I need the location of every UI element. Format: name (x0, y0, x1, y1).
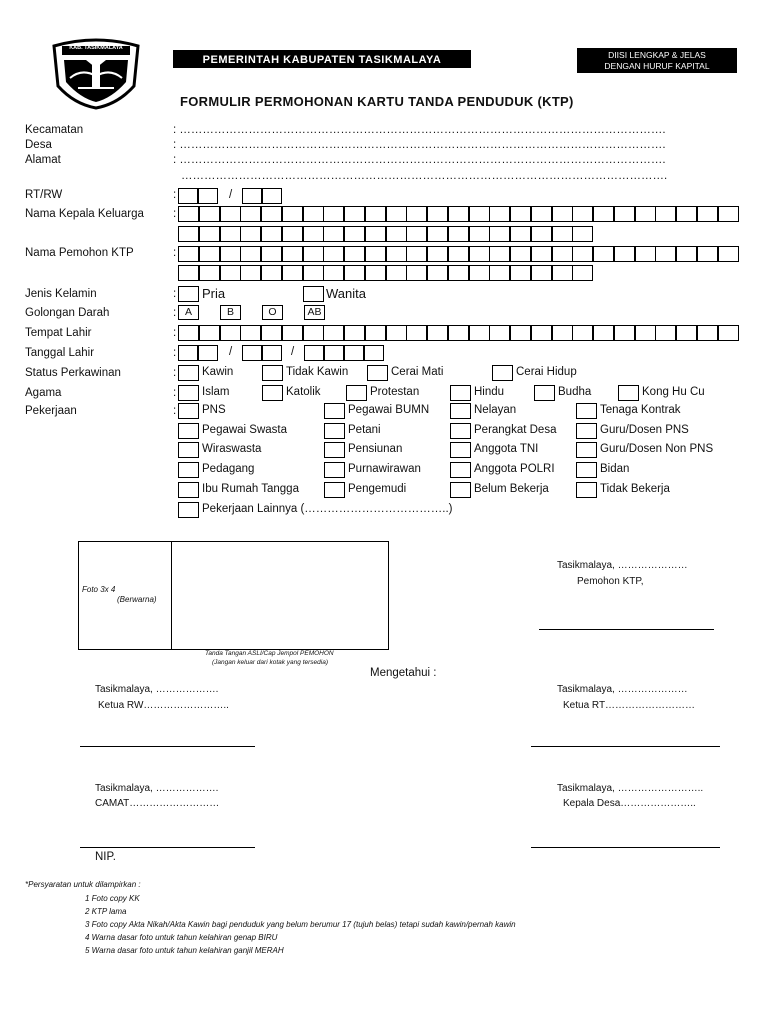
tempat-lahir-cell[interactable] (510, 325, 531, 341)
tempat-lahir-cell[interactable] (572, 325, 593, 341)
nama-pemohon-label: Nama Pemohon KTP (25, 247, 134, 259)
nama-pemohon-cell[interactable] (178, 246, 199, 262)
rw-box-2[interactable] (262, 188, 282, 204)
photo-label: Foto 3x 4 (82, 585, 116, 594)
nama-kk-cell[interactable] (365, 226, 386, 242)
ketua-rw-label[interactable]: Ketua RW…………………….. (98, 700, 229, 711)
blood-o-box[interactable]: O (262, 305, 283, 320)
nama-pemohon-cell[interactable] (323, 246, 344, 262)
nama-kk-cell[interactable] (220, 206, 241, 222)
nama-pemohon-cell[interactable] (406, 265, 427, 281)
nama-pemohon-cell[interactable] (552, 265, 573, 281)
nama-pemohon-cell[interactable] (386, 246, 407, 262)
nama-pemohon-cell[interactable] (199, 265, 220, 281)
nama-kk-cell[interactable] (448, 206, 469, 222)
job-belum-bekerja-label: Belum Bekerja (474, 483, 549, 495)
islam-checkbox[interactable] (178, 385, 199, 401)
pria-label: Pria (202, 286, 226, 301)
nama-kk-cell[interactable] (510, 226, 531, 242)
blood-ab-box[interactable]: AB (304, 305, 325, 320)
tempat-lahir-cell[interactable] (697, 325, 718, 341)
job-nelayan-label: Nelayan (474, 404, 517, 416)
rtrw-colon: : (173, 189, 177, 201)
nama-kk-cell[interactable] (240, 226, 261, 242)
mengetahui-label: Mengetahui : (370, 667, 437, 679)
job-pegawai-swasta-label: Pegawai Swasta (202, 424, 288, 436)
camat-label[interactable]: CAMAT……………………… (95, 798, 220, 809)
nama-kk-cell[interactable] (261, 226, 282, 242)
nama-pemohon-cell[interactable] (676, 246, 697, 262)
nama-pemohon-cell[interactable] (199, 246, 220, 262)
nama-pemohon-cell[interactable] (552, 246, 573, 262)
nama-pemohon-cell[interactable] (718, 246, 739, 262)
rw-signature-line[interactable] (80, 746, 255, 747)
desa-place-date[interactable]: Tasikmalaya, …………………….. (557, 783, 704, 794)
job-tidak-bekerja-checkbox[interactable] (576, 482, 597, 498)
job-guru-non-pns-label: Guru/Dosen Non PNS (600, 443, 714, 455)
job-wiraswasta-checkbox[interactable] (178, 442, 199, 458)
tempat-lahir-cell[interactable] (344, 325, 365, 341)
nama-kk-cell[interactable] (614, 206, 635, 222)
requirement-item: 3 Foto copy Akta Nikah/Akta Kawin bagi penduduk yang belum berumur 17 (tujuh belas) tetapi sudah kawin/pernah kawin (85, 920, 516, 929)
tempat-lahir-cell[interactable] (593, 325, 614, 341)
budha-label: Budha (558, 386, 592, 398)
nama-pemohon-cell[interactable] (323, 265, 344, 281)
tempat-lahir-cell[interactable] (427, 325, 448, 341)
job-petani-checkbox[interactable] (324, 423, 345, 439)
job-purnawirawan-checkbox[interactable] (324, 462, 345, 478)
job-pensiunan-label: Pensiunan (348, 443, 403, 455)
requirement-item: 1 Foto copy KK (85, 894, 140, 903)
nama-kk-cell[interactable] (406, 206, 427, 222)
nama-pemohon-cell[interactable] (220, 246, 241, 262)
wanita-label: Wanita (326, 286, 366, 301)
nama-kk-cell[interactable] (489, 226, 510, 242)
alamat-dots-continued[interactable]: ………………………………………………………………………………………………………………. (181, 170, 668, 182)
tempat-lahir-colon: : (173, 327, 177, 339)
nama-pemohon-cell[interactable] (240, 246, 261, 262)
tempat-lahir-cell[interactable] (303, 325, 324, 341)
rtrw-label: RT/RW (25, 189, 63, 201)
nama-kk-cell[interactable] (697, 206, 718, 222)
requirement-item: 5 Warna dasar foto untuk tahun kelahiran ganjil MERAH (85, 946, 284, 955)
nama-pemohon-cell[interactable] (510, 246, 531, 262)
nama-kk-cell[interactable] (531, 226, 552, 242)
jenis-kelamin-colon: : (173, 288, 177, 300)
nama-kk-cell[interactable] (303, 206, 324, 222)
job-tenaga-kontrak-checkbox[interactable] (576, 403, 597, 419)
job-bidan-label: Bidan (600, 463, 630, 475)
signature-box[interactable] (171, 541, 389, 650)
nama-pemohon-cell[interactable] (178, 265, 199, 281)
job-ibu-rumah-tangga-label: Ibu Rumah Tangga (202, 483, 299, 495)
golongan-darah-label: Golongan Darah (25, 307, 110, 319)
job-anggota-polri-label: Anggota POLRI (474, 463, 555, 475)
nama-kk-cell[interactable] (469, 226, 490, 242)
job-tidak-bekerja-label: Tidak Bekerja (600, 483, 670, 495)
rtrw-slash: / (229, 189, 233, 201)
kawin-label: Kawin (202, 366, 234, 378)
job-belum-bekerja-checkbox[interactable] (450, 482, 471, 498)
tempat-lahir-cell[interactable] (676, 325, 697, 341)
signature-caption: Tanda Tangan ASLI/Cap Jempol PEMOHON (205, 650, 334, 657)
nip-label: NIP. (95, 851, 116, 863)
requirement-item: 4 Warna dasar foto untuk tahun kelahiran genap BIRU (85, 933, 278, 942)
nama-pemohon-cell[interactable] (344, 246, 365, 262)
budha-checkbox[interactable] (534, 385, 555, 401)
konghucu-label: Kong Hu Cu (642, 386, 705, 398)
rt-box-2[interactable] (198, 188, 218, 204)
tgl-year-box-3[interactable] (344, 345, 364, 361)
nama-kk-cell[interactable] (386, 226, 407, 242)
tempat-lahir-cell[interactable] (240, 325, 261, 341)
tempat-lahir-cell[interactable] (635, 325, 656, 341)
nama-pemohon-cell[interactable] (593, 246, 614, 262)
tgl-day-box-1[interactable] (178, 345, 198, 361)
tgl-month-box-1[interactable] (242, 345, 262, 361)
job-pegawai-bumn-checkbox[interactable] (324, 403, 345, 419)
job-tenaga-kontrak-label: Tenaga Kontrak (600, 404, 681, 416)
job-ibu-rumah-tangga-checkbox[interactable] (178, 482, 199, 498)
job-wiraswasta-label: Wiraswasta (202, 443, 262, 455)
nama-pemohon-cell[interactable] (427, 246, 448, 262)
nama-pemohon-cell[interactable] (303, 265, 324, 281)
tempat-lahir-cell[interactable] (469, 325, 490, 341)
tempat-lahir-cell[interactable] (614, 325, 635, 341)
tanggal-lahir-colon: : (173, 347, 177, 359)
status-perkawinan-colon: : (173, 367, 177, 379)
government-banner (173, 50, 471, 68)
cerai-mati-checkbox[interactable] (367, 365, 388, 381)
kawin-checkbox[interactable] (178, 365, 199, 381)
tempat-lahir-cell[interactable] (448, 325, 469, 341)
nama-pemohon-cell[interactable] (303, 246, 324, 262)
nama-pemohon-cell[interactable] (261, 246, 282, 262)
tempat-lahir-cell[interactable] (365, 325, 386, 341)
instruction-line-2: DENGAN HURUF KAPITAL (604, 61, 710, 71)
status-perkawinan-label: Status Perkawinan (25, 367, 121, 379)
form-title: FORMULIR PERMOHONAN KARTU TANDA PENDUDUK (KTP) (180, 94, 574, 109)
tempat-lahir-cell[interactable] (178, 325, 199, 341)
tempat-lahir-cell[interactable] (386, 325, 407, 341)
job-pengemudi-checkbox[interactable] (324, 482, 345, 498)
job-pengemudi-label: Pengemudi (348, 483, 407, 495)
nama-kk-cell[interactable] (676, 206, 697, 222)
katolik-checkbox[interactable] (262, 385, 283, 401)
konghucu-checkbox[interactable] (618, 385, 639, 401)
nama-kk-cell[interactable] (510, 206, 531, 222)
job-purnawirawan-label: Purnawirawan (348, 463, 421, 475)
rt-place-date[interactable]: Tasikmalaya, ………………… (557, 684, 688, 695)
nama-kk-cell[interactable] (344, 206, 365, 222)
nama-pemohon-cell[interactable] (531, 265, 552, 281)
kepala-desa-label[interactable]: Kepala Desa………………….. (563, 798, 696, 809)
pemohon-label: Pemohon KTP, (577, 576, 644, 587)
pemohon-signature-line[interactable] (539, 629, 714, 630)
job-pns-label: PNS (202, 404, 226, 416)
tanggal-lahir-label: Tanggal Lahir (25, 347, 95, 359)
nama-pemohon-cell[interactable] (427, 265, 448, 281)
nama-kk-cell[interactable] (220, 226, 241, 242)
nama-pemohon-cell[interactable] (614, 246, 635, 262)
tempat-lahir-cell[interactable] (655, 325, 676, 341)
desa-signature-line[interactable] (531, 847, 720, 848)
nama-pemohon-cell[interactable] (448, 246, 469, 262)
nama-kk-cell[interactable] (365, 206, 386, 222)
jenis-kelamin-label: Jenis Kelamin (25, 288, 97, 300)
blood-b-box[interactable]: B (220, 305, 241, 320)
nama-pemohon-cell[interactable] (489, 265, 510, 281)
nama-kk-cell[interactable] (199, 206, 220, 222)
nama-pemohon-cell[interactable] (365, 265, 386, 281)
nama-pemohon-colon: : (173, 247, 177, 259)
protestan-label: Protestan (370, 386, 420, 398)
signature-caption-note: (Jangan keluar dari kotak yang tersedia) (212, 659, 328, 666)
pemohon-place-date[interactable]: Tasikmalaya, ………………… (557, 560, 688, 571)
job-anggota-tni-label: Anggota TNI (474, 443, 539, 455)
nama-kk-cell[interactable] (718, 206, 739, 222)
tempat-lahir-cell[interactable] (531, 325, 552, 341)
job-pedagang-checkbox[interactable] (178, 462, 199, 478)
islam-label: Islam (202, 386, 230, 398)
nama-pemohon-cell[interactable] (261, 265, 282, 281)
job-petani-label: Petani (348, 424, 381, 436)
government-name: PEMERINTAH KABUPATEN TASIKMALAYA (202, 54, 442, 66)
regency-logo (48, 38, 144, 110)
job-guru-pns-label: Guru/Dosen PNS (600, 424, 689, 436)
golongan-darah-colon: : (173, 307, 177, 319)
nama-pemohon-cell[interactable] (406, 246, 427, 262)
nama-kk-cell[interactable] (303, 226, 324, 242)
camat-signature-line[interactable] (80, 847, 255, 848)
blood-a-box[interactable]: A (178, 305, 199, 320)
tgl-year-box-2[interactable] (324, 345, 344, 361)
tempat-lahir-cell[interactable] (261, 325, 282, 341)
nama-kk-cell[interactable] (323, 226, 344, 242)
nama-kk-cell[interactable] (199, 226, 220, 242)
tempat-lahir-cell[interactable] (282, 325, 303, 341)
job-pegawai-bumn-label: Pegawai BUMN (348, 404, 430, 416)
requirements-title: *Persyaratan untuk dilampirkan : (25, 880, 141, 889)
photo-label-color: (Berwarna) (117, 595, 157, 604)
nama-pemohon-cell[interactable] (697, 246, 718, 262)
tgl-year-box-1[interactable] (304, 345, 324, 361)
nama-pemohon-cell[interactable] (240, 265, 261, 281)
nama-pemohon-cell[interactable] (510, 265, 531, 281)
nama-pemohon-cell[interactable] (282, 265, 303, 281)
logo-text: KAB. TASIKMALAYA (69, 45, 123, 51)
rw-place-date[interactable]: Tasikmalaya, ………………. (95, 684, 219, 695)
nama-kk-cell[interactable] (323, 206, 344, 222)
nama-pemohon-cell[interactable] (386, 265, 407, 281)
tgl-year-box-4[interactable] (364, 345, 384, 361)
job-nelayan-checkbox[interactable] (450, 403, 471, 419)
tgl-slash-2: / (291, 346, 295, 358)
pekerjaan-label: Pekerjaan (25, 405, 77, 417)
job-guru-pns-checkbox[interactable] (576, 423, 597, 439)
job-anggota-tni-checkbox[interactable] (450, 442, 471, 458)
job-guru-non-pns-checkbox[interactable] (576, 442, 597, 458)
nama-pemohon-cell[interactable] (489, 246, 510, 262)
tempat-lahir-cell[interactable] (552, 325, 573, 341)
nama-kk-colon: : (173, 208, 177, 220)
job-bidan-checkbox[interactable] (576, 462, 597, 478)
nama-pemohon-cell[interactable] (365, 246, 386, 262)
nama-pemohon-cell[interactable] (572, 246, 593, 262)
nama-kk-cell[interactable] (469, 206, 490, 222)
nama-kk-cell[interactable] (531, 206, 552, 222)
job-pegawai-swasta-checkbox[interactable] (178, 423, 199, 439)
job-perangkat-desa-label: Perangkat Desa (474, 424, 557, 436)
kecamatan-label: Kecamatan (25, 124, 84, 136)
nama-kk-cell[interactable] (282, 206, 303, 222)
wanita-checkbox[interactable] (303, 286, 324, 302)
nama-kk-cell[interactable] (572, 206, 593, 222)
requirement-item: 2 KTP lama (85, 907, 127, 916)
nama-kk-cell[interactable] (427, 206, 448, 222)
ketua-rt-label[interactable]: Ketua RT……………………… (563, 700, 696, 711)
job-lainnya-label[interactable]: Pekerjaan Lainnya (………………………………..) (202, 503, 453, 515)
job-anggota-polri-checkbox[interactable] (450, 462, 471, 478)
job-pedagang-label: Pedagang (202, 463, 255, 475)
nama-kk-cell[interactable] (572, 226, 593, 242)
alamat-label: Alamat (25, 154, 61, 166)
job-perangkat-desa-checkbox[interactable] (450, 423, 471, 439)
nama-pemohon-cell[interactable] (469, 246, 490, 262)
nama-pemohon-cell[interactable] (448, 265, 469, 281)
tempat-lahir-label: Tempat Lahir (25, 327, 92, 339)
job-pns-checkbox[interactable] (178, 403, 199, 419)
instruction-line-1: DIISI LENGKAP & JELAS (608, 50, 706, 60)
photo-box[interactable] (78, 541, 171, 650)
nama-pemohon-cell[interactable] (572, 265, 593, 281)
kecamatan-dots[interactable]: : ………………………………………………………………………………………………………………. (173, 124, 666, 136)
nama-pemohon-cell[interactable] (282, 246, 303, 262)
nama-kk-cell[interactable] (448, 226, 469, 242)
desa-dots[interactable]: : ………………………………………………………………………………………………………………. (173, 139, 666, 151)
agama-label: Agama (25, 387, 62, 399)
nama-pemohon-cell[interactable] (220, 265, 241, 281)
nama-pemohon-cell[interactable] (531, 246, 552, 262)
tgl-slash-1: / (229, 346, 233, 358)
katolik-label: Katolik (286, 386, 321, 398)
cerai-hidup-label: Cerai Hidup (516, 366, 577, 378)
nama-kk-cell[interactable] (178, 226, 199, 242)
nama-kk-label: Nama Kepala Keluarga (25, 208, 144, 220)
nama-pemohon-cell[interactable] (344, 265, 365, 281)
tgl-month-box-2[interactable] (262, 345, 282, 361)
nama-kk-cell[interactable] (406, 226, 427, 242)
alamat-dots[interactable]: : ………………………………………………………………………………………………………………. (173, 154, 666, 166)
hindu-label: Hindu (474, 386, 505, 398)
tempat-lahir-cell[interactable] (199, 325, 220, 341)
nama-kk-cell[interactable] (344, 226, 365, 242)
nama-pemohon-cell[interactable] (635, 246, 656, 262)
job-lainnya-checkbox[interactable] (178, 502, 199, 518)
tempat-lahir-cell[interactable] (323, 325, 344, 341)
nama-kk-cell[interactable] (489, 206, 510, 222)
nama-kk-cell[interactable] (178, 206, 199, 222)
camat-place-date[interactable]: Tasikmalaya, ………………. (95, 783, 219, 794)
tgl-day-box-2[interactable] (198, 345, 218, 361)
tempat-lahir-cell[interactable] (406, 325, 427, 341)
tidak-kawin-label: Tidak Kawin (286, 366, 349, 378)
tidak-kawin-checkbox[interactable] (262, 365, 283, 381)
cerai-hidup-checkbox[interactable] (492, 365, 513, 381)
nama-kk-cell[interactable] (386, 206, 407, 222)
nama-kk-cell[interactable] (552, 226, 573, 242)
tempat-lahir-cell[interactable] (718, 325, 739, 341)
nama-pemohon-cell[interactable] (469, 265, 490, 281)
rt-box-1[interactable] (178, 188, 198, 204)
nama-kk-cell[interactable] (593, 206, 614, 222)
rw-box-1[interactable] (242, 188, 262, 204)
tempat-lahir-cell[interactable] (220, 325, 241, 341)
pekerjaan-colon: : (173, 405, 177, 417)
nama-kk-cell[interactable] (655, 206, 676, 222)
nama-kk-cell[interactable] (427, 226, 448, 242)
nama-kk-cell[interactable] (240, 206, 261, 222)
nama-kk-cell[interactable] (261, 206, 282, 222)
nama-pemohon-cell[interactable] (655, 246, 676, 262)
rt-signature-line[interactable] (531, 746, 720, 747)
instruction-banner (577, 48, 737, 73)
nama-kk-cell[interactable] (635, 206, 656, 222)
hindu-checkbox[interactable] (450, 385, 471, 401)
nama-kk-cell[interactable] (552, 206, 573, 222)
protestan-checkbox[interactable] (346, 385, 367, 401)
nama-kk-cell[interactable] (282, 226, 303, 242)
desa-label: Desa (25, 139, 52, 151)
agama-colon: : (173, 387, 177, 399)
job-pensiunan-checkbox[interactable] (324, 442, 345, 458)
tempat-lahir-cell[interactable] (489, 325, 510, 341)
pria-checkbox[interactable] (178, 286, 199, 302)
cerai-mati-label: Cerai Mati (391, 366, 444, 378)
